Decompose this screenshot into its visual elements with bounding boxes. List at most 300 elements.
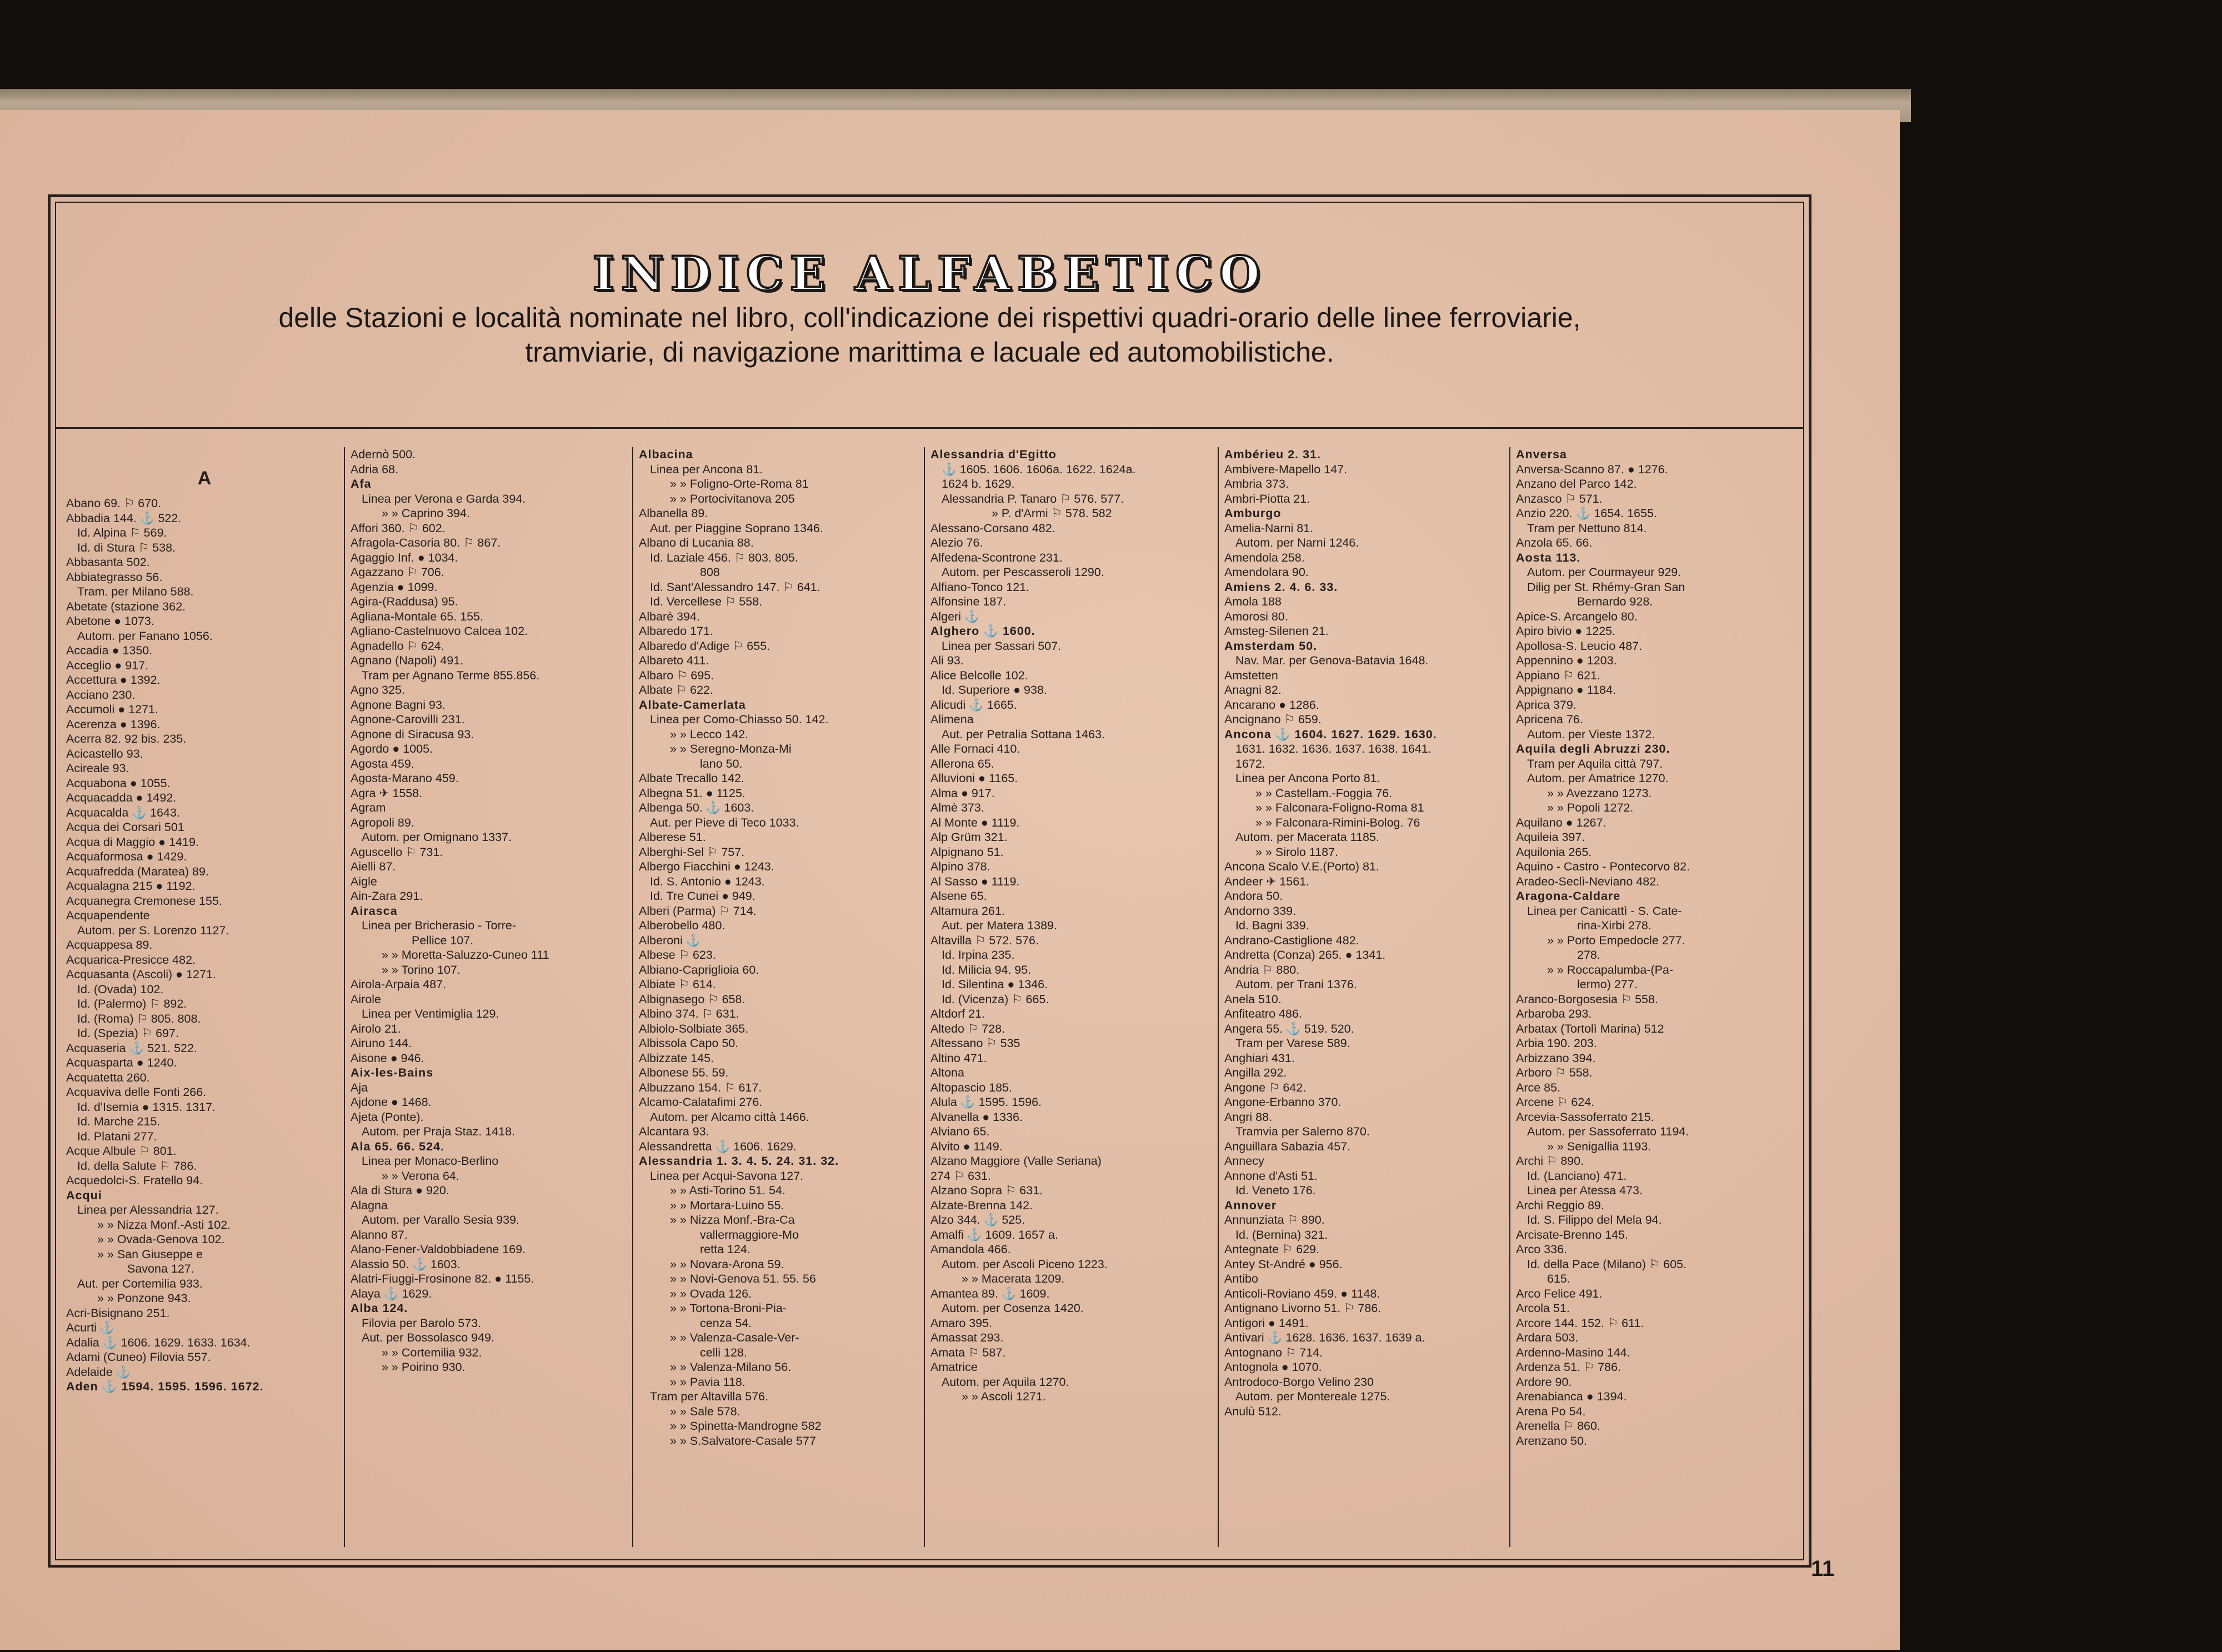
index-entry: Alcamo-Calatafimi 276. — [639, 1095, 763, 1109]
index-entry: Arcevia-Sassoferrato 215. — [1516, 1110, 1654, 1124]
index-entry: Id. Silentina ● 1346. — [942, 978, 1048, 991]
index-entry: » » Seregno-Monza-Mi — [670, 742, 792, 755]
index-entry: Agno 325. — [351, 683, 406, 697]
index-entry: Amendola 258. — [1224, 550, 1305, 564]
index-entry: Angilla 292. — [1224, 1066, 1287, 1079]
index-entry: Annecy — [1224, 1154, 1264, 1168]
header-rule — [56, 427, 1803, 429]
index-entry: Acquacalda ⚓ 1643. — [66, 805, 180, 819]
index-entry: Agnano (Napoli) 491. — [351, 654, 464, 667]
index-entry: Filovia per Barolo 573. — [362, 1316, 482, 1330]
index-entry: 1672. — [1235, 757, 1265, 770]
index-entry: Antognola ● 1070. — [1224, 1360, 1322, 1374]
index-entry: Alaya ⚓ 1629. — [351, 1286, 432, 1300]
index-entry: Ambri-Piotta 21. — [1224, 492, 1310, 505]
index-entry: cenza 54. — [700, 1316, 752, 1330]
index-entry: Anulù 512. — [1224, 1404, 1282, 1418]
index-entry: Alfonsine 187. — [930, 595, 1007, 608]
index-column-1 — [61, 447, 343, 1547]
index-entry: Amandola 466. — [930, 1243, 1011, 1256]
index-entry: Arena Po 54. — [1516, 1404, 1586, 1418]
index-heading-entry: Alba 124. — [351, 1301, 408, 1315]
index-entry: Alle Fornaci 410. — [930, 742, 1020, 755]
index-entry: Albino 374. ⚐ 631. — [639, 1007, 739, 1020]
index-entry: Appennino ● 1203. — [1516, 654, 1617, 667]
index-entry: Autom. per Courmayeur 929. — [1527, 565, 1681, 579]
index-entry: Autom. per Amatrice 1270. — [1527, 772, 1669, 785]
index-entry: celli 128. — [700, 1345, 747, 1359]
index-entry: Anfiteatro 486. — [1224, 1007, 1302, 1020]
index-entry: Ajeta (Ponte). — [351, 1110, 424, 1124]
index-entry: Tram per Varese 589. — [1235, 1037, 1350, 1050]
index-entry: Id. (Roma) ⚐ 805. 808. — [77, 1012, 201, 1025]
index-entry: Acerra 82. 92 bis. 235. — [66, 732, 187, 745]
index-entry: Aquino - Castro - Pontecorvo 82. — [1516, 860, 1690, 873]
index-entry: » » Castellam.-Foggia 76. — [1255, 786, 1393, 800]
index-entry: Autom. per Praja Staz. 1418. — [362, 1125, 516, 1138]
index-entry: Alpino 378. — [930, 860, 990, 873]
index-entry: Autom. per Alcamo città 1466. — [650, 1110, 809, 1124]
index-entry: Id. Veneto 176. — [1235, 1184, 1316, 1197]
index-entry: Amassat 293. — [930, 1331, 1004, 1344]
index-entry: Albanella 89. — [639, 507, 708, 520]
index-heading-entry: Amiens 2. 4. 6. 33. — [1224, 580, 1338, 594]
index-entry: Alberi (Parma) ⚐ 714. — [639, 904, 757, 918]
index-entry: Alcantara 93. — [639, 1125, 709, 1138]
index-entry: Albaredo d'Adige ⚐ 655. — [639, 639, 770, 653]
index-entry: Anguillara Sabazia 457. — [1224, 1139, 1351, 1153]
index-heading-entry: Albacina — [639, 448, 693, 461]
index-heading-entry: Alghero ⚓ 1600. — [930, 624, 1035, 638]
index-entry: Allerona 65. — [930, 757, 994, 770]
section-letter: A — [197, 468, 212, 489]
index-entry: Acciano 230. — [66, 688, 136, 702]
index-entry: Id. (Vicenza) ⚐ 665. — [942, 992, 1049, 1006]
index-heading-entry: Ala 65. 66. 524. — [351, 1139, 444, 1153]
index-entry: Arenella ⚐ 860. — [1516, 1419, 1600, 1433]
index-entry: Albano di Lucania 88. — [639, 536, 754, 549]
index-entry: Al Monte ● 1119. — [930, 815, 1020, 829]
index-entry: Linea per Ancona Porto 81. — [1235, 772, 1380, 785]
index-heading-entry: Afa — [351, 477, 372, 490]
index-entry: Acquappesa 89. — [66, 938, 153, 952]
index-entry: Id. (Palermo) ⚐ 892. — [77, 997, 187, 1010]
index-entry: Acqua di Maggio ● 1419. — [66, 835, 199, 849]
index-entry: Angone ⚐ 642. — [1224, 1080, 1307, 1094]
index-entry: Alpignano 51. — [930, 845, 1004, 859]
index-entry: Albese ⚐ 623. — [639, 948, 716, 962]
index-entry: Aisone ● 946. — [351, 1051, 424, 1065]
index-entry: » » Ponzone 943. — [97, 1291, 191, 1305]
index-entry: Antigori ● 1491. — [1224, 1316, 1309, 1330]
index-entry: » » Novara-Arona 59. — [670, 1257, 784, 1271]
index-entry: Arce 85. — [1516, 1080, 1561, 1094]
index-entry: Id. S. Filippo del Mela 94. — [1527, 1213, 1662, 1227]
index-entry: Apiro bivio ● 1225. — [1516, 624, 1616, 638]
index-entry: Ardenza 51. ⚐ 786. — [1516, 1360, 1622, 1374]
index-entry: Ancignano ⚐ 659. — [1224, 713, 1322, 726]
index-entry: Albenga 50. ⚓ 1603. — [639, 801, 754, 814]
index-entry: Autom. per Omignano 1337. — [362, 830, 512, 844]
index-entry: » » Ovada 126. — [670, 1286, 752, 1300]
index-entry: Acceglio ● 917. — [66, 658, 149, 672]
index-entry: » » Caprino 394. — [382, 507, 470, 520]
index-entry: Alvito ● 1149. — [930, 1139, 1003, 1153]
index-entry: » » Portocivitanova 205 — [670, 492, 795, 505]
index-entry: » » Lecco 142. — [670, 727, 749, 741]
index-entry: Amalfi ⚓ 1609. 1657 a. — [930, 1228, 1058, 1241]
index-entry: Alessandretta ⚓ 1606. 1629. — [639, 1139, 797, 1153]
index-entry: Id. d'Isernia ● 1315. 1317. — [77, 1100, 216, 1114]
index-column-3 — [632, 447, 919, 1547]
index-entry: Albareto 411. — [639, 654, 709, 667]
index-entry: Arbatax (Tortolì Marina) 512 — [1516, 1022, 1664, 1035]
index-entry: Albegna 51. ● 1125. — [639, 786, 745, 800]
index-entry: » » Poirino 930. — [382, 1360, 466, 1374]
index-entry: Agnone di Siracusa 93. — [351, 727, 474, 741]
index-entry: Id. (Bernina) 321. — [1235, 1228, 1328, 1241]
page-frame — [48, 194, 1811, 1568]
index-heading-entry: Alessandria d'Egitto — [930, 448, 1057, 461]
index-entry: Agra ✈ 1558. — [351, 786, 423, 800]
index-entry: » » Tortona-Broni-Pia- — [670, 1301, 787, 1315]
index-entry: Amendolara 90. — [1224, 565, 1309, 579]
index-entry: » » S.Salvatore-Casale 577 — [670, 1434, 816, 1448]
index-heading-entry: Annover — [1224, 1198, 1277, 1212]
index-entry: Archi ⚐ 890. — [1516, 1154, 1584, 1168]
index-entry: Acquasanta (Ascoli) ● 1271. — [66, 968, 216, 981]
index-entry: Autom. per Sassoferrato 1194. — [1527, 1125, 1689, 1138]
index-entry: Savona 127. — [127, 1262, 194, 1275]
index-entry: Id. Vercellese ⚐ 558. — [650, 595, 763, 608]
index-heading-entry: Anversa — [1516, 448, 1567, 461]
index-entry: Alzano Maggiore (Valle Seriana) — [930, 1154, 1102, 1168]
index-entry: Accumoli ● 1271. — [66, 703, 158, 716]
index-entry: 808 — [700, 565, 720, 579]
index-entry: Albaro ⚐ 695. — [639, 668, 714, 682]
index-entry: Acque Albule ⚐ 801. — [66, 1144, 177, 1158]
index-entry: » » Pavia 118. — [670, 1375, 745, 1389]
index-entry: Id. Milicia 94. 95. — [942, 963, 1032, 977]
index-entry: Id. (Ovada) 102. — [77, 982, 164, 996]
index-entry: Ancarano ● 1286. — [1224, 698, 1319, 712]
index-entry: Id. della Pace (Milano) ⚐ 605. — [1527, 1257, 1686, 1271]
index-entry: Alzate-Brenna 142. — [930, 1198, 1033, 1212]
index-entry: Acqua dei Corsari 501 — [66, 820, 184, 834]
index-entry: Alberghi-Sel ⚐ 757. — [639, 845, 745, 859]
index-heading-entry: Ancona ⚓ 1604. 1627. 1629. 1630. — [1224, 727, 1437, 741]
index-entry: Autom. per Vieste 1372. — [1527, 727, 1655, 741]
index-entry: Albignasego ⚐ 658. — [639, 992, 745, 1006]
index-entry: » » Nizza Monf.-Asti 102. — [97, 1218, 231, 1232]
index-heading-entry: Amburgo — [1224, 507, 1282, 520]
index-entry: Anela 510. — [1224, 992, 1282, 1006]
index-entry: » » Porto Empedocle 277. — [1547, 933, 1685, 947]
index-entry: » » Roccapalumba-(Pa- — [1547, 963, 1674, 977]
index-entry: lermo) 277. — [1577, 978, 1638, 991]
index-entry: Anzio 220. ⚓ 1654. 1655. — [1516, 507, 1657, 520]
index-entry: Abbiategrasso 56. — [66, 570, 163, 584]
index-entry: » » San Giuseppe e — [97, 1247, 203, 1261]
index-entry: Tram. per Milano 588. — [77, 585, 194, 598]
index-entry: Linea per Canicattì - S. Cate- — [1527, 904, 1682, 918]
index-entry: Linea per Atessa 473. — [1527, 1184, 1643, 1197]
index-entry: Alfedena-Scontrone 231. — [930, 550, 1063, 564]
index-entry: Acri-Bisignano 251. — [66, 1306, 170, 1320]
index-entry: » » Torino 107. — [382, 963, 461, 977]
index-entry: Abetone ● 1073. — [66, 614, 154, 628]
index-entry: Altino 471. — [930, 1051, 987, 1065]
index-entry: Autom. per Fanano 1056. — [77, 629, 213, 643]
index-entry: Alsene 65. — [930, 889, 987, 903]
index-entry: Arbaroba 293. — [1516, 1007, 1592, 1020]
index-entry: Id. Irpina 235. — [942, 948, 1015, 962]
index-entry: Annunziata ⚐ 890. — [1224, 1213, 1325, 1227]
index-heading-entry: Amsterdam 50. — [1224, 639, 1318, 653]
index-entry: Id. (Spezia) ⚐ 697. — [77, 1027, 179, 1040]
index-entry: Autom. per Montereale 1275. — [1235, 1390, 1390, 1403]
index-entry: Agosta 459. — [351, 757, 414, 770]
index-entry: Id. (Lanciano) 471. — [1527, 1169, 1627, 1183]
index-entry: Aquilano ● 1267. — [1516, 815, 1607, 829]
index-entry: Arco 336. — [1516, 1243, 1568, 1256]
index-entry: Alma ● 917. — [930, 786, 995, 800]
index-entry: Adelaide ⚓ — [66, 1365, 131, 1379]
index-entry: Affori 360. ⚐ 602. — [351, 521, 446, 535]
index-entry: Id. Alpina ⚐ 569. — [77, 526, 167, 539]
index-entry: Alberobello 480. — [639, 919, 725, 932]
index-entry: Aut. per Bossolasco 949. — [362, 1331, 495, 1344]
index-entry: Adernò 500. — [351, 448, 416, 461]
index-entry: Abano 69. ⚐ 670. — [66, 497, 162, 510]
index-entry: Albonese 55. 59. — [639, 1066, 729, 1079]
index-entry: Altedo ⚐ 728. — [930, 1022, 1005, 1035]
index-entry: Id. della Salute ⚐ 786. — [77, 1159, 197, 1173]
index-entry: » » Cortemilia 932. — [382, 1345, 482, 1359]
index-entry: Apricena 76. — [1516, 713, 1583, 726]
index-entry: Aut. per Pieve di Teco 1033. — [650, 815, 799, 829]
index-entry: Angera 55. ⚓ 519. 520. — [1224, 1022, 1354, 1035]
index-entry: vallermaggiore-Mo — [700, 1228, 799, 1241]
index-entry: Anversa-Scanno 87. ● 1276. — [1516, 462, 1668, 476]
index-entry: Autom. per Aquila 1270. — [942, 1375, 1069, 1389]
index-entry: Acquasparta ● 1240. — [66, 1056, 177, 1069]
index-entry: Autom. per Ascoli Piceno 1223. — [942, 1257, 1108, 1271]
index-entry: Arco Felice 491. — [1516, 1286, 1603, 1300]
book-page — [0, 110, 1900, 1650]
index-entry: Arenabianca ● 1394. — [1516, 1390, 1627, 1403]
index-entry: Alula ⚓ 1595. 1596. — [930, 1095, 1042, 1109]
index-entry: 278. — [1577, 948, 1600, 962]
index-entry: Albate ⚐ 622. — [639, 683, 714, 697]
index-entry: Airolo 21. — [351, 1022, 401, 1035]
index-entry: Agosta-Marano 459. — [351, 772, 459, 785]
index-entry: » » Novi-Genova 51. 55. 56 — [670, 1272, 816, 1285]
index-heading-entry: Ambérieu 2. 31. — [1224, 448, 1321, 461]
index-entry: Algeri ⚓ — [930, 609, 979, 623]
index-entry: Angone-Erbanno 370. — [1224, 1095, 1342, 1109]
index-entry: Appiano ⚐ 621. — [1516, 668, 1600, 682]
index-entry: Aquilonia 265. — [1516, 845, 1592, 859]
index-entry: Arbia 190. 203. — [1516, 1037, 1597, 1050]
index-entry: Autom. per Pescasseroli 1290. — [942, 565, 1104, 579]
index-entry: Albissola Capo 50. — [639, 1037, 739, 1050]
index-entry: Albiolo-Solbiate 365. — [639, 1022, 749, 1035]
index-entry: Ain-Zara 291. — [351, 889, 423, 903]
index-entry: Antivari ⚓ 1628. 1636. 1637. 1639 a. — [1224, 1331, 1425, 1344]
index-entry: Adalia ⚓ 1606. 1629. 1633. 1634. — [66, 1335, 251, 1349]
index-entry: Agazzano ⚐ 706. — [351, 565, 444, 579]
index-entry: » » Popoli 1272. — [1547, 801, 1634, 814]
index-heading-entry: Albate-Camerlata — [639, 698, 746, 712]
index-entry: Antrodoco-Borgo Velino 230 — [1224, 1375, 1374, 1389]
index-heading-entry: Alessandria 1. 3. 4. 5. 24. 31. 32. — [639, 1154, 839, 1168]
index-entry: Arboro ⚐ 558. — [1516, 1066, 1593, 1079]
index-entry: Acqualagna 215 ● 1192. — [66, 879, 196, 893]
index-entry: Agropoli 89. — [351, 815, 414, 829]
index-entry: Aradeo-Seclì-Neviano 482. — [1516, 874, 1660, 888]
index-subtitle-line-1: delle Stazioni e località nominate nel libro, coll'indicazione dei rispettivi quadri-orario delle linee ferroviarie, — [278, 302, 1581, 333]
index-entry: Antognano ⚐ 714. — [1224, 1345, 1323, 1359]
index-entry: Acquarica-Presicce 482. — [66, 953, 196, 967]
index-entry: Nav. Mar. per Genova-Batavia 1648. — [1235, 654, 1429, 667]
index-entry: Aprica 379. — [1516, 698, 1577, 712]
index-entry: Anzasco ⚐ 571. — [1516, 492, 1603, 505]
index-entry: Arcene ⚐ 624. — [1516, 1095, 1595, 1109]
index-entry: Alluvioni ● 1165. — [930, 772, 1018, 785]
index-entry: Accadia ● 1350. — [66, 644, 153, 657]
index-entry: Albiano-Capriglioia 60. — [639, 963, 759, 977]
index-entry: Tram per Agnano Terme 855.856. — [362, 668, 540, 682]
index-entry: » » Ovada-Genova 102. — [97, 1233, 225, 1246]
index-entry: Id. Platani 277. — [77, 1129, 157, 1143]
index-entry: Albergo Fiacchini ● 1243. — [639, 860, 774, 873]
index-entry: Arcola 51. — [1516, 1301, 1570, 1315]
index-entry: Tram per Nettuno 814. — [1527, 521, 1647, 535]
index-entry: Agliana-Montale 65. 155. — [351, 609, 484, 623]
index-entry: Albaredo 171. — [639, 624, 713, 638]
index-entry: » » Asti-Torino 51. 54. — [670, 1184, 785, 1197]
index-entry: » » Valenza-Milano 56. — [670, 1360, 792, 1374]
index-entry: Linea per Sassari 507. — [942, 639, 1062, 653]
index-entry: Antignano Livorno 51. ⚐ 786. — [1224, 1301, 1382, 1315]
index-entry: Ala di Stura ● 920. — [351, 1184, 449, 1197]
index-entry: Linea per Bricherasio - Torre- — [362, 919, 517, 932]
index-entry: » » Moretta-Saluzzo-Cuneo 111 — [382, 948, 549, 962]
index-entry: Tram per Altavilla 576. — [650, 1390, 769, 1403]
index-entry: Ardara 503. — [1516, 1331, 1579, 1344]
index-entry: Altopascio 185. — [930, 1080, 1013, 1094]
index-entry: Alatri-Fiuggi-Frosinone 82. ● 1155. — [351, 1272, 534, 1285]
index-entry: Alzo 344. ⚓ 525. — [930, 1213, 1025, 1227]
index-entry: Acicastello 93. — [66, 747, 143, 760]
index-entry: Amorosi 80. — [1224, 609, 1288, 623]
index-heading-entry: Aragona-Caldare — [1516, 889, 1621, 903]
index-entry: Andrano-Castiglione 482. — [1224, 933, 1359, 947]
index-entry: Aielli 87. — [351, 860, 396, 873]
index-entry: » » Macerata 1209. — [962, 1272, 1065, 1285]
index-entry: Ambivere-Mapello 147. — [1224, 462, 1348, 476]
index-entry: Anghiari 431. — [1224, 1051, 1295, 1065]
index-entry: Aut. per Matera 1389. — [942, 919, 1057, 932]
index-entry: Aut. per Petralia Sottana 1463. — [942, 727, 1105, 741]
index-entry: Al Sasso ● 1119. — [930, 874, 1020, 888]
index-entry: 274 ⚐ 631. — [930, 1169, 991, 1183]
index-entry: Alimena — [930, 713, 974, 726]
index-entry: Alviano 65. — [930, 1125, 990, 1138]
index-entry: Amatrice — [930, 1360, 978, 1374]
index-entry: Andretta (Conza) 265. ● 1341. — [1224, 948, 1386, 962]
index-entry: Acquanegra Cremonese 155. — [66, 894, 222, 908]
index-entry: Abetate (stazione 362. — [66, 599, 186, 613]
index-entry: Ali 93. — [930, 654, 964, 667]
index-entry: » » Falconara-Foligno-Roma 81 — [1255, 801, 1424, 814]
index-entry: Andorno 339. — [1224, 904, 1297, 918]
index-entry: Alicudi ⚓ 1665. — [930, 698, 1017, 712]
index-entry: Anagni 82. — [1224, 683, 1282, 697]
index-entry: Agordo ● 1005. — [351, 742, 433, 755]
index-entry: Linea per Monaco-Berlino — [362, 1154, 499, 1168]
index-entry: Id. Bagni 339. — [1235, 919, 1309, 932]
index-entry: Adami (Cuneo) Filovia 557. — [66, 1350, 211, 1364]
index-entry: Tram per Aquila città 797. — [1527, 757, 1663, 770]
index-entry: » » Spinetta-Mandrogne 582 — [670, 1419, 822, 1433]
index-entry: Amsteg-Silenen 21. — [1224, 624, 1329, 638]
index-entry: Appignano ● 1184. — [1516, 683, 1616, 697]
index-entry: Airole — [351, 992, 381, 1006]
index-entry: 1631. 1632. 1636. 1637. 1638. 1641. — [1235, 742, 1432, 755]
index-entry: Angri 88. — [1224, 1110, 1273, 1124]
index-entry: Almè 373. — [930, 801, 984, 814]
index-entry: » » Falconara-Rimini-Bolog. 76 — [1255, 815, 1420, 829]
index-entry: Tramvia per Salerno 870. — [1235, 1125, 1370, 1138]
index-entry: Archi Reggio 89. — [1516, 1198, 1604, 1212]
index-entry: Aigle — [351, 874, 377, 888]
index-entry: Arcore 144. 152. ⚐ 611. — [1516, 1316, 1644, 1330]
index-entry: Altavilla ⚐ 572. 576. — [930, 933, 1039, 947]
index-entry: » P. d'Armi ⚐ 578. 582 — [992, 507, 1112, 520]
index-entry: Albizzate 145. — [639, 1051, 714, 1065]
index-entry: Amata ⚐ 587. — [930, 1345, 1006, 1359]
index-entry: Altamura 261. — [930, 904, 1005, 918]
index-entry: Alassio 50. ⚓ 1603. — [351, 1257, 461, 1271]
index-entry: Ajdone ● 1468. — [351, 1095, 432, 1109]
index-entry: » » Foligno-Orte-Roma 81 — [670, 477, 809, 490]
index-entry: Autom. per Varallo Sesia 939. — [362, 1213, 520, 1227]
index-entry: Alp Grüm 321. — [930, 830, 1008, 844]
index-entry: Apollosa-S. Leucio 487. — [1516, 639, 1643, 653]
index-entry: Linea per Acqui-Savona 127. — [650, 1169, 804, 1183]
index-entry: Acquacadda ● 1492. — [66, 791, 177, 804]
index-entry: Amola 188 — [1224, 595, 1282, 608]
index-entry: Pellice 107. — [412, 933, 474, 947]
index-entry: retta 124. — [700, 1243, 750, 1256]
index-entry: Altessano ⚐ 535 — [930, 1037, 1020, 1050]
index-entry: Airuno 144. — [351, 1037, 412, 1050]
index-entry: Abbadia 144. ⚓ 522. — [66, 511, 182, 525]
index-entry: Id. Sant'Alessandro 147. ⚐ 641. — [650, 580, 820, 594]
index-entry: Id. Laziale 456. ⚐ 803. 805. — [650, 550, 798, 564]
index-column-4 — [924, 447, 1213, 1547]
index-entry: Alano-Fener-Valdobbiadene 169. — [351, 1243, 526, 1256]
index-entry: Agram — [351, 801, 386, 814]
index-entry: rina-Xirbi 278. — [1577, 919, 1652, 932]
index-entry: Annone d'Asti 51. — [1224, 1169, 1318, 1183]
index-column-6 — [1509, 447, 1794, 1547]
index-entry: Alberese 51. — [639, 830, 706, 844]
index-entry: Albiate ⚐ 614. — [639, 978, 716, 991]
index-entry: Antegnate ⚐ 629. — [1224, 1243, 1320, 1256]
